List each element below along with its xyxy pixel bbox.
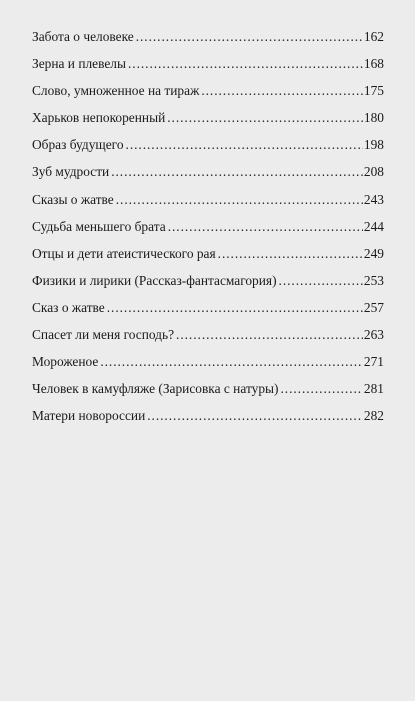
toc-leader-dots — [111, 163, 363, 180]
toc-entry-page: 271 — [363, 354, 384, 370]
toc-entry-page: 244 — [363, 218, 384, 234]
toc-leader-dots — [116, 191, 363, 208]
toc-entry-page: 243 — [363, 191, 384, 207]
toc-entry-title: Сказ о жатве — [32, 299, 105, 315]
toc-leader-dots — [201, 82, 363, 99]
toc-entry-page: 281 — [363, 381, 384, 397]
toc-entry-title: Харьков непокоренный — [32, 110, 166, 126]
toc-entry-title: Спасет ли меня господь? — [32, 327, 175, 343]
toc-leader-dots — [167, 109, 363, 126]
toc-leader-dots — [128, 55, 363, 72]
toc-leader-dots — [147, 407, 363, 424]
toc-entry-title: Человек в камуфляже (Зарисовка с натуры) — [32, 381, 279, 397]
toc-entry-page: 198 — [363, 137, 384, 153]
toc-entry-title: Матери новороссии — [32, 408, 146, 424]
toc-entry-page: 162 — [363, 29, 384, 44]
toc-entry-page: 180 — [363, 110, 384, 126]
toc-leader-dots — [218, 245, 363, 262]
toc-leader-dots — [168, 218, 363, 235]
toc-entry-page: 257 — [363, 299, 384, 315]
toc-entry — [32, 55, 384, 82]
toc-leader-dots — [176, 326, 363, 343]
toc-entry — [32, 191, 384, 218]
toc-entry — [32, 109, 384, 136]
toc-entry-page: 263 — [363, 327, 384, 343]
toc-entry — [32, 218, 384, 245]
toc-entry-title: Мороженое — [32, 354, 99, 370]
toc-entry-title: Образ будущего — [32, 137, 124, 153]
toc-leader-dots — [280, 380, 362, 397]
toc-entry-title: Сказы о жатве — [32, 191, 114, 207]
toc-entry-page: 253 — [363, 272, 384, 288]
toc-entry — [32, 353, 384, 380]
toc-entry-title: Зуб мудрости — [32, 164, 110, 180]
toc-entry — [32, 28, 384, 55]
toc-entry — [32, 272, 384, 299]
toc-entry-page: 249 — [363, 245, 384, 261]
toc-entry — [32, 82, 384, 109]
toc-entry — [32, 136, 384, 163]
toc-entry-title: Забота о человеке — [32, 29, 134, 44]
toc-entry-title: Физики и лирики (Рассказ-фантасмагория) — [32, 272, 277, 288]
toc-entry — [32, 326, 384, 353]
toc-entry — [32, 407, 384, 434]
toc-leader-dots — [136, 28, 363, 45]
toc-leader-dots — [126, 136, 363, 153]
toc-entry-page: 208 — [363, 164, 384, 180]
toc-entry — [32, 299, 384, 326]
toc-entry-title: Судьба меньшего брата — [32, 218, 166, 234]
toc-entry-page: 175 — [363, 83, 384, 99]
toc-entry — [32, 245, 384, 272]
toc-leader-dots — [100, 353, 363, 370]
table-of-contents — [32, 28, 384, 434]
toc-entry — [32, 163, 384, 190]
toc-leader-dots — [279, 272, 363, 289]
toc-entry — [32, 380, 384, 407]
toc-entry-title: Слово, умноженное на тираж — [32, 83, 200, 99]
toc-leader-dots — [107, 299, 363, 316]
toc-entry-title: Отцы и дети атеистического рая — [32, 245, 216, 261]
toc-entry-title: Зерна и плевелы — [32, 56, 126, 72]
toc-entry-page: 282 — [363, 408, 384, 424]
toc-entry-page: 168 — [363, 56, 384, 72]
